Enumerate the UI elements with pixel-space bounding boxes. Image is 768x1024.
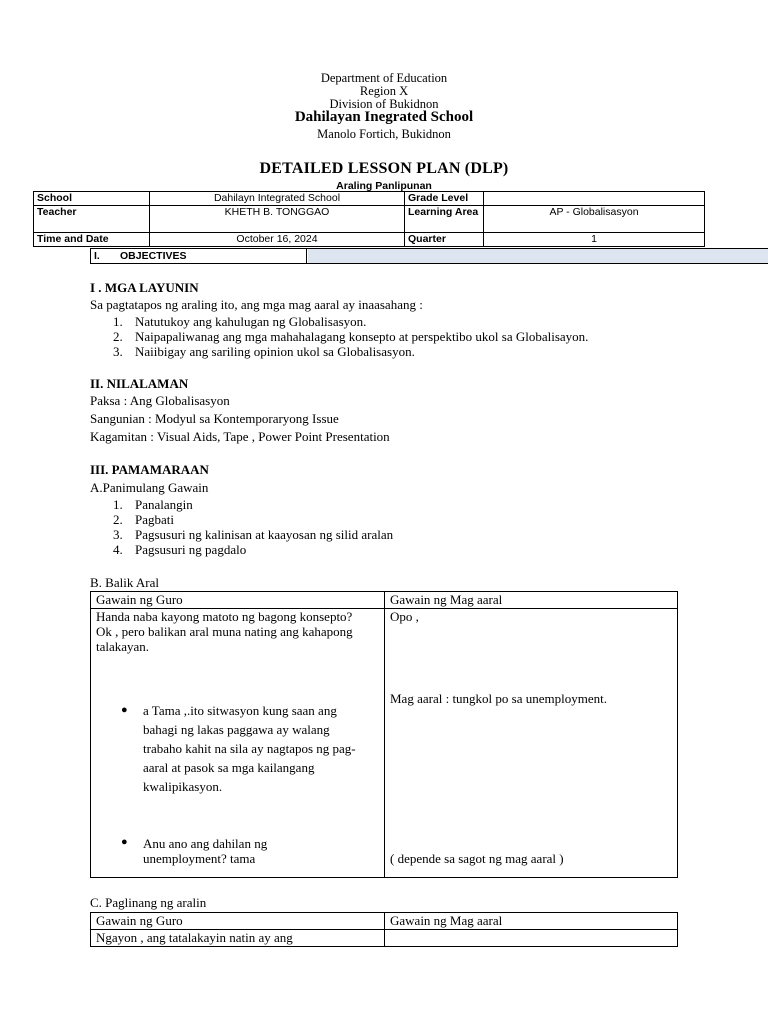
student-activity-cell [385,609,678,878]
school-label: School [34,192,150,206]
teacher-activity-cell [91,609,385,878]
panimulang-item: 2. Pagbati [113,512,174,527]
school-name: Dahilayan Inegrated School [294,109,474,125]
paksa-line: Paksa : Ang Globalisasyon [90,393,230,408]
objectives-number: I. [94,250,100,262]
grade-level-value [484,192,705,206]
quarter-value: 1 [484,233,705,247]
student-column-header: Gawain ng Mag aaral [385,592,678,609]
student-response: Opo , [390,609,419,624]
bullet-icon: ● [121,836,128,848]
teacher-bullet: ● a Tama ,.ito sitwasyon kung saan ang bahagi ng lakas paggawa ay walang trabaho kahit na sila ay nagtapos ng pag-aaral at pasok sa mga kailangang kwalipikasyon. [121,703,356,794]
paglinang-table [90,912,678,947]
balik-aral-body-row [91,609,678,878]
objective-item: 2. Naipapaliwanag ang mga mahahalagang konsepto at perspektibo ukol sa Globalisayon. [113,329,589,344]
objective-item: 3. Naiibigay ang sariling opinion ukol sa Globalisasyon. [113,344,415,359]
section-1-intro: Sa pagtatapos ng araling ito, ang mga mag aaral ay inaasahang : [90,297,423,312]
lesson-info-table [33,191,705,247]
student-column-header: Gawain ng Mag aaral [385,913,678,930]
section-2-heading: II. NILALAMAN [90,376,189,391]
student-response: ( depende sa sagot ng mag aaral ) [390,851,564,866]
balik-aral-label: B. Balik Aral [90,575,159,590]
learning-area-value: AP - Globalisasyon [484,206,705,233]
balik-aral-table [90,591,678,878]
objective-item: 1. Natutukoy ang kahulugan ng Globalisasyon. [113,314,367,329]
grade-level-label: Grade Level [405,192,484,206]
panimulang-item: 4. Pagsusuri ng pagdalo [113,542,247,557]
bullet-icon: ● [121,704,128,716]
teacher-intro-text: Handa naba kayong matoto ng bagong konsepto? Ok , pero balikan aral muna nating ang kahapong talakayan. [96,609,353,654]
teacher-value: KHETH B. TONGGAO [150,206,405,233]
info-row-school [34,192,705,206]
school-value: Dahilayn Integrated School [150,192,405,206]
info-row-teacher [34,206,705,233]
sangunian-line: Sangunian : Modyul sa Kontemporaryong Issue [90,411,339,426]
panimulang-item: 3. Pagsusuri ng kalinisan at kaayosan ng silid aralan [113,527,394,542]
balik-aral-header-row [91,592,678,609]
time-date-value: October 16, 2024 [150,233,405,247]
time-date-label: Time and Date [34,233,150,247]
learning-area-label: Learning Area [405,206,484,233]
panimulang-item: 1. Panalangin [113,497,193,512]
kagamitan-line: Kagamitan : Visual Aids, Tape , Power Point Presentation [90,429,390,444]
student-activity-cell [385,930,678,947]
paglinang-body-row [91,930,678,947]
paglinang-header-row [91,913,678,930]
info-row-date [34,233,705,247]
paglinang-label: C. Paglinang ng aralin [90,895,207,910]
objectives-bar [90,248,768,264]
teacher-column-header: Gawain ng Guro [91,592,385,609]
region-line: Region X [359,84,409,98]
teacher-column-header: Gawain ng Guro [91,913,385,930]
teacher-label: Teacher [34,206,150,233]
section-3-heading: III. PAMAMARAAN [90,462,209,477]
quarter-label: Quarter [405,233,484,247]
objectives-label: OBJECTIVES [120,250,187,262]
student-response: Mag aaral : tungkol po sa unemployment. [390,691,607,706]
school-address: Manolo Fortich, Bukidnon [317,127,451,141]
panimulang-gawain-label: A.Panimulang Gawain [90,480,209,495]
teacher-activity-cell: Ngayon , ang tatalakayin natin ay ang [91,930,385,947]
section-1-heading: I . MGA LAYUNIN [90,280,199,295]
document-title: DETAILED LESSON PLAN (DLP) [259,160,509,177]
objectives-shaded-cell [308,249,768,263]
teacher-bullet: ● Anu ano ang dahilan ng unemployment? tama [121,836,268,866]
subject-title: Araling Panlipunan [336,180,432,192]
department-line: Department of Education [320,71,448,85]
division-line: Division of Bukidnon [329,97,439,111]
